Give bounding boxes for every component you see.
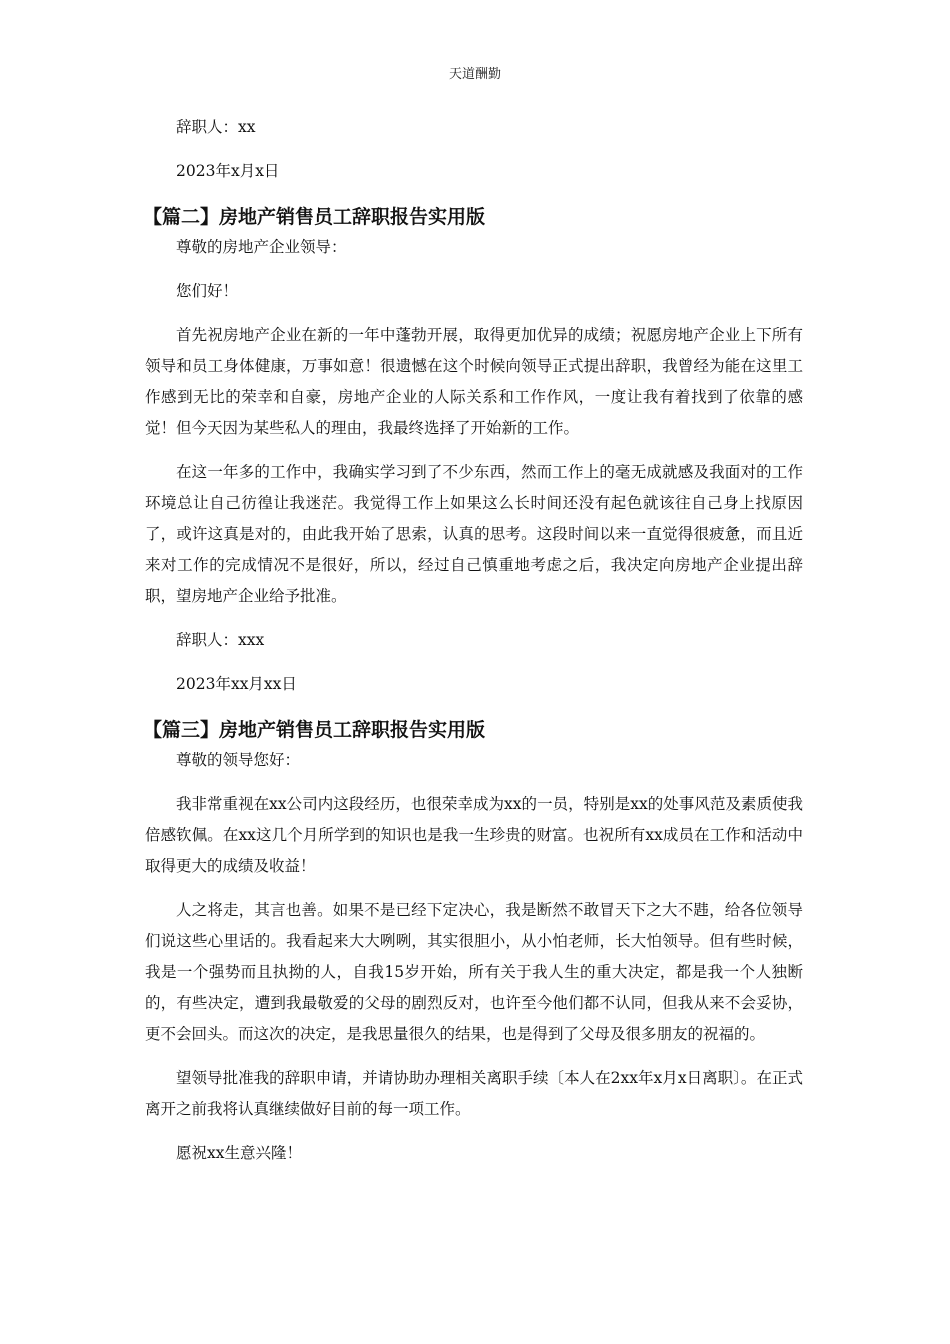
- date-line: 2023年x月x日: [176, 162, 280, 180]
- body-paragraph: 我非常重视在xx公司内这段经历，也很荣幸成为xx的一员，特别是xx的处事风范及素质使我倍感钦佩。在xx这几个月所学到的知识也是我一生珍贵的财富。也祝所有xx成员在工作和活动中取得更大的成绩及收益！: [145, 795, 803, 875]
- page-header: 天道酬勤: [448, 67, 501, 82]
- greeting: 您们好！: [176, 282, 239, 300]
- salutation: 尊敬的房地产企业领导：: [176, 238, 347, 256]
- signer-line: 辞职人：xx: [176, 118, 256, 136]
- section-title: 【篇三】房地产销售员工辞职报告实用版: [143, 719, 486, 741]
- body-paragraph: 首先祝房地产企业在新的一年中蓬勃开展，取得更加优异的成绩；祝愿房地产企业上下所有领导和员工身体健康，万事如意！很遗憾在这个时候向领导正式提出辞职，我曾经为能在这里工作感到无比的荣幸和自豪，房地产企业的人际关系和工作作风，一度让我有着找到了依靠的感觉！但今天因为某些私人的理由，我最终选择了开始新的工作。: [145, 326, 803, 437]
- body-paragraph: 望领导批准我的辞职申请，并请协助办理相关离职手续〔本人在2xx年x月x日离职〕。在正式离开之前我将认真继续做好目前的每一项工作。: [145, 1069, 803, 1118]
- body-paragraph: 人之将走，其言也善。如果不是已经下定决心，我是断然不敢冒天下之大不韪，给各位领导们说这些心里话的。我看起来大大咧咧，其实很胆小，从小怕老师，长大怕领导。但有些时候，我是一个强势而且执拗的人，自我15岁开始，所有关于我人生的重大决定，都是我一个人独断的，有些决定，遭到我最敬爱的父母的剧烈反对，也许至今他们都不认同，但我从来不会妥协，更不会回头。而这次的决定，是我思量很久的结果，也是得到了父母及很多朋友的祝福的。: [145, 901, 803, 1043]
- document-body: [145, 112, 803, 1182]
- signer-line: 辞职人：xxx: [176, 631, 265, 649]
- date-line: 2023年xx月xx日: [176, 675, 297, 693]
- salutation: 尊敬的领导您好：: [176, 751, 301, 769]
- body-paragraph: 在这一年多的工作中，我确实学习到了不少东西，然而工作上的毫无成就感及我面对的工作环境总让自己彷徨让我迷茫。我觉得工作上如果这么长时间还没有起色就该往自己身上找原因了，或许这真是对的，由此我开始了思索，认真的思考。这段时间以来一直觉得很疲惫，而且近来对工作的完成情况不是很好，所以，经过自己慎重地考虑之后，我决定向房地产企业提出辞职，望房地产企业给予批准。: [145, 463, 803, 605]
- closing-line: 愿祝xx生意兴隆！: [176, 1144, 302, 1162]
- section-title: 【篇二】房地产销售员工辞职报告实用版: [143, 206, 486, 228]
